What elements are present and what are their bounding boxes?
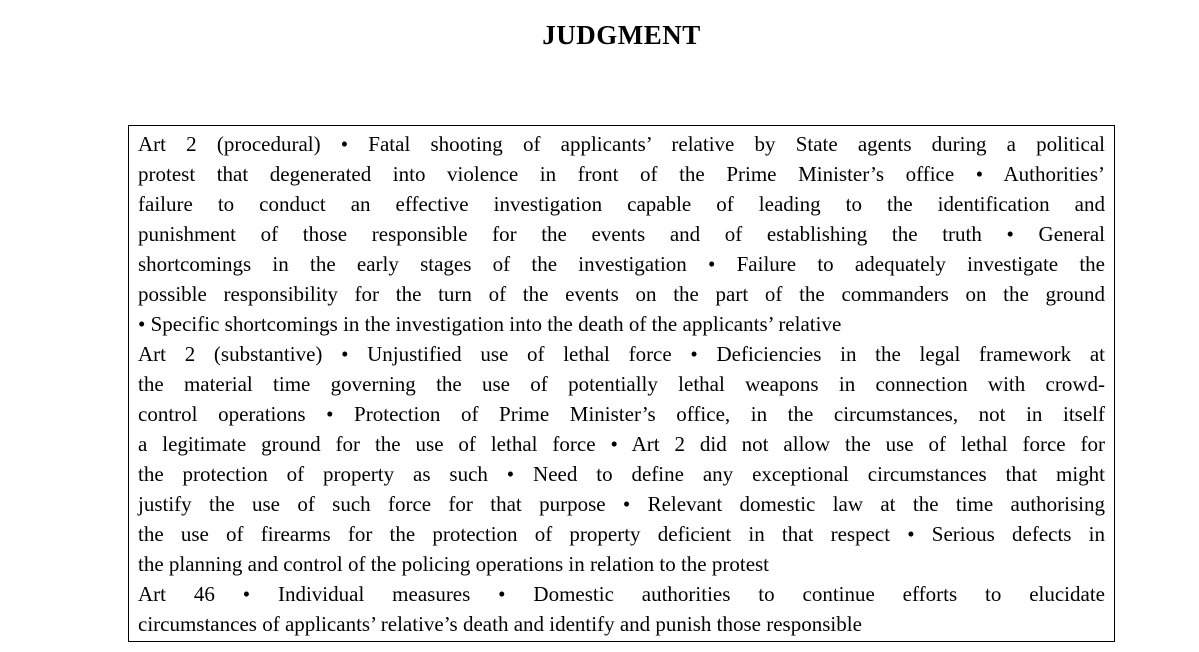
text-line: a legitimate ground for the use of lethal force • Art 2 did not allow the use of lethal force for	[138, 432, 1105, 456]
paragraph-art46	[138, 579, 1105, 639]
text-line: control operations • Protection of Prime Minister’s office, in the circumstances, not in itself	[138, 402, 1105, 426]
text-line: punishment of those responsible for the events and of establishing the truth • General	[138, 222, 1105, 246]
text-line: shortcomings in the early stages of the investigation • Failure to adequately investigate the	[138, 252, 1105, 276]
text-line: Art 2 (procedural) • Fatal shooting of applicants’ relative by State agents during a political	[138, 132, 1105, 156]
text-line: possible responsibility for the turn of the events on the part of the commanders on the ground	[138, 282, 1105, 306]
text-line: protest that degenerated into violence in front of the Prime Minister’s office • Authorities’	[138, 162, 1105, 186]
text-line: the material time governing the use of potentially lethal weapons in connection with crowd-	[138, 372, 1105, 396]
text-line: the planning and control of the policing operations in relation to the protest	[138, 552, 770, 576]
text-line: Art 46 • Individual measures • Domestic authorities to continue efforts to elucidate	[138, 582, 1105, 606]
page-title: JUDGMENT	[542, 20, 701, 50]
text-line: justify the use of such force for that purpose • Relevant domestic law at the time authorising	[138, 492, 1105, 516]
text-line: the use of firearms for the protection of property deficient in that respect • Serious defects in	[138, 522, 1105, 546]
text-line: circumstances of applicants’ relative’s death and identify and punish those responsible	[138, 612, 862, 636]
text-line: • Specific shortcomings in the investigation into the death of the applicants’ relative	[138, 312, 842, 336]
judgment-summary-box	[128, 125, 1115, 642]
text-line: failure to conduct an effective investigation capable of leading to the identification and	[138, 192, 1105, 216]
text-line: Art 2 (substantive) • Unjustified use of lethal force • Deficiencies in the legal framework at	[138, 342, 1105, 366]
paragraph-art2-substantive	[138, 339, 1105, 579]
text-line: the protection of property as such • Need to define any exceptional circumstances that might	[138, 462, 1105, 486]
paragraph-art2-procedural	[138, 129, 1105, 339]
